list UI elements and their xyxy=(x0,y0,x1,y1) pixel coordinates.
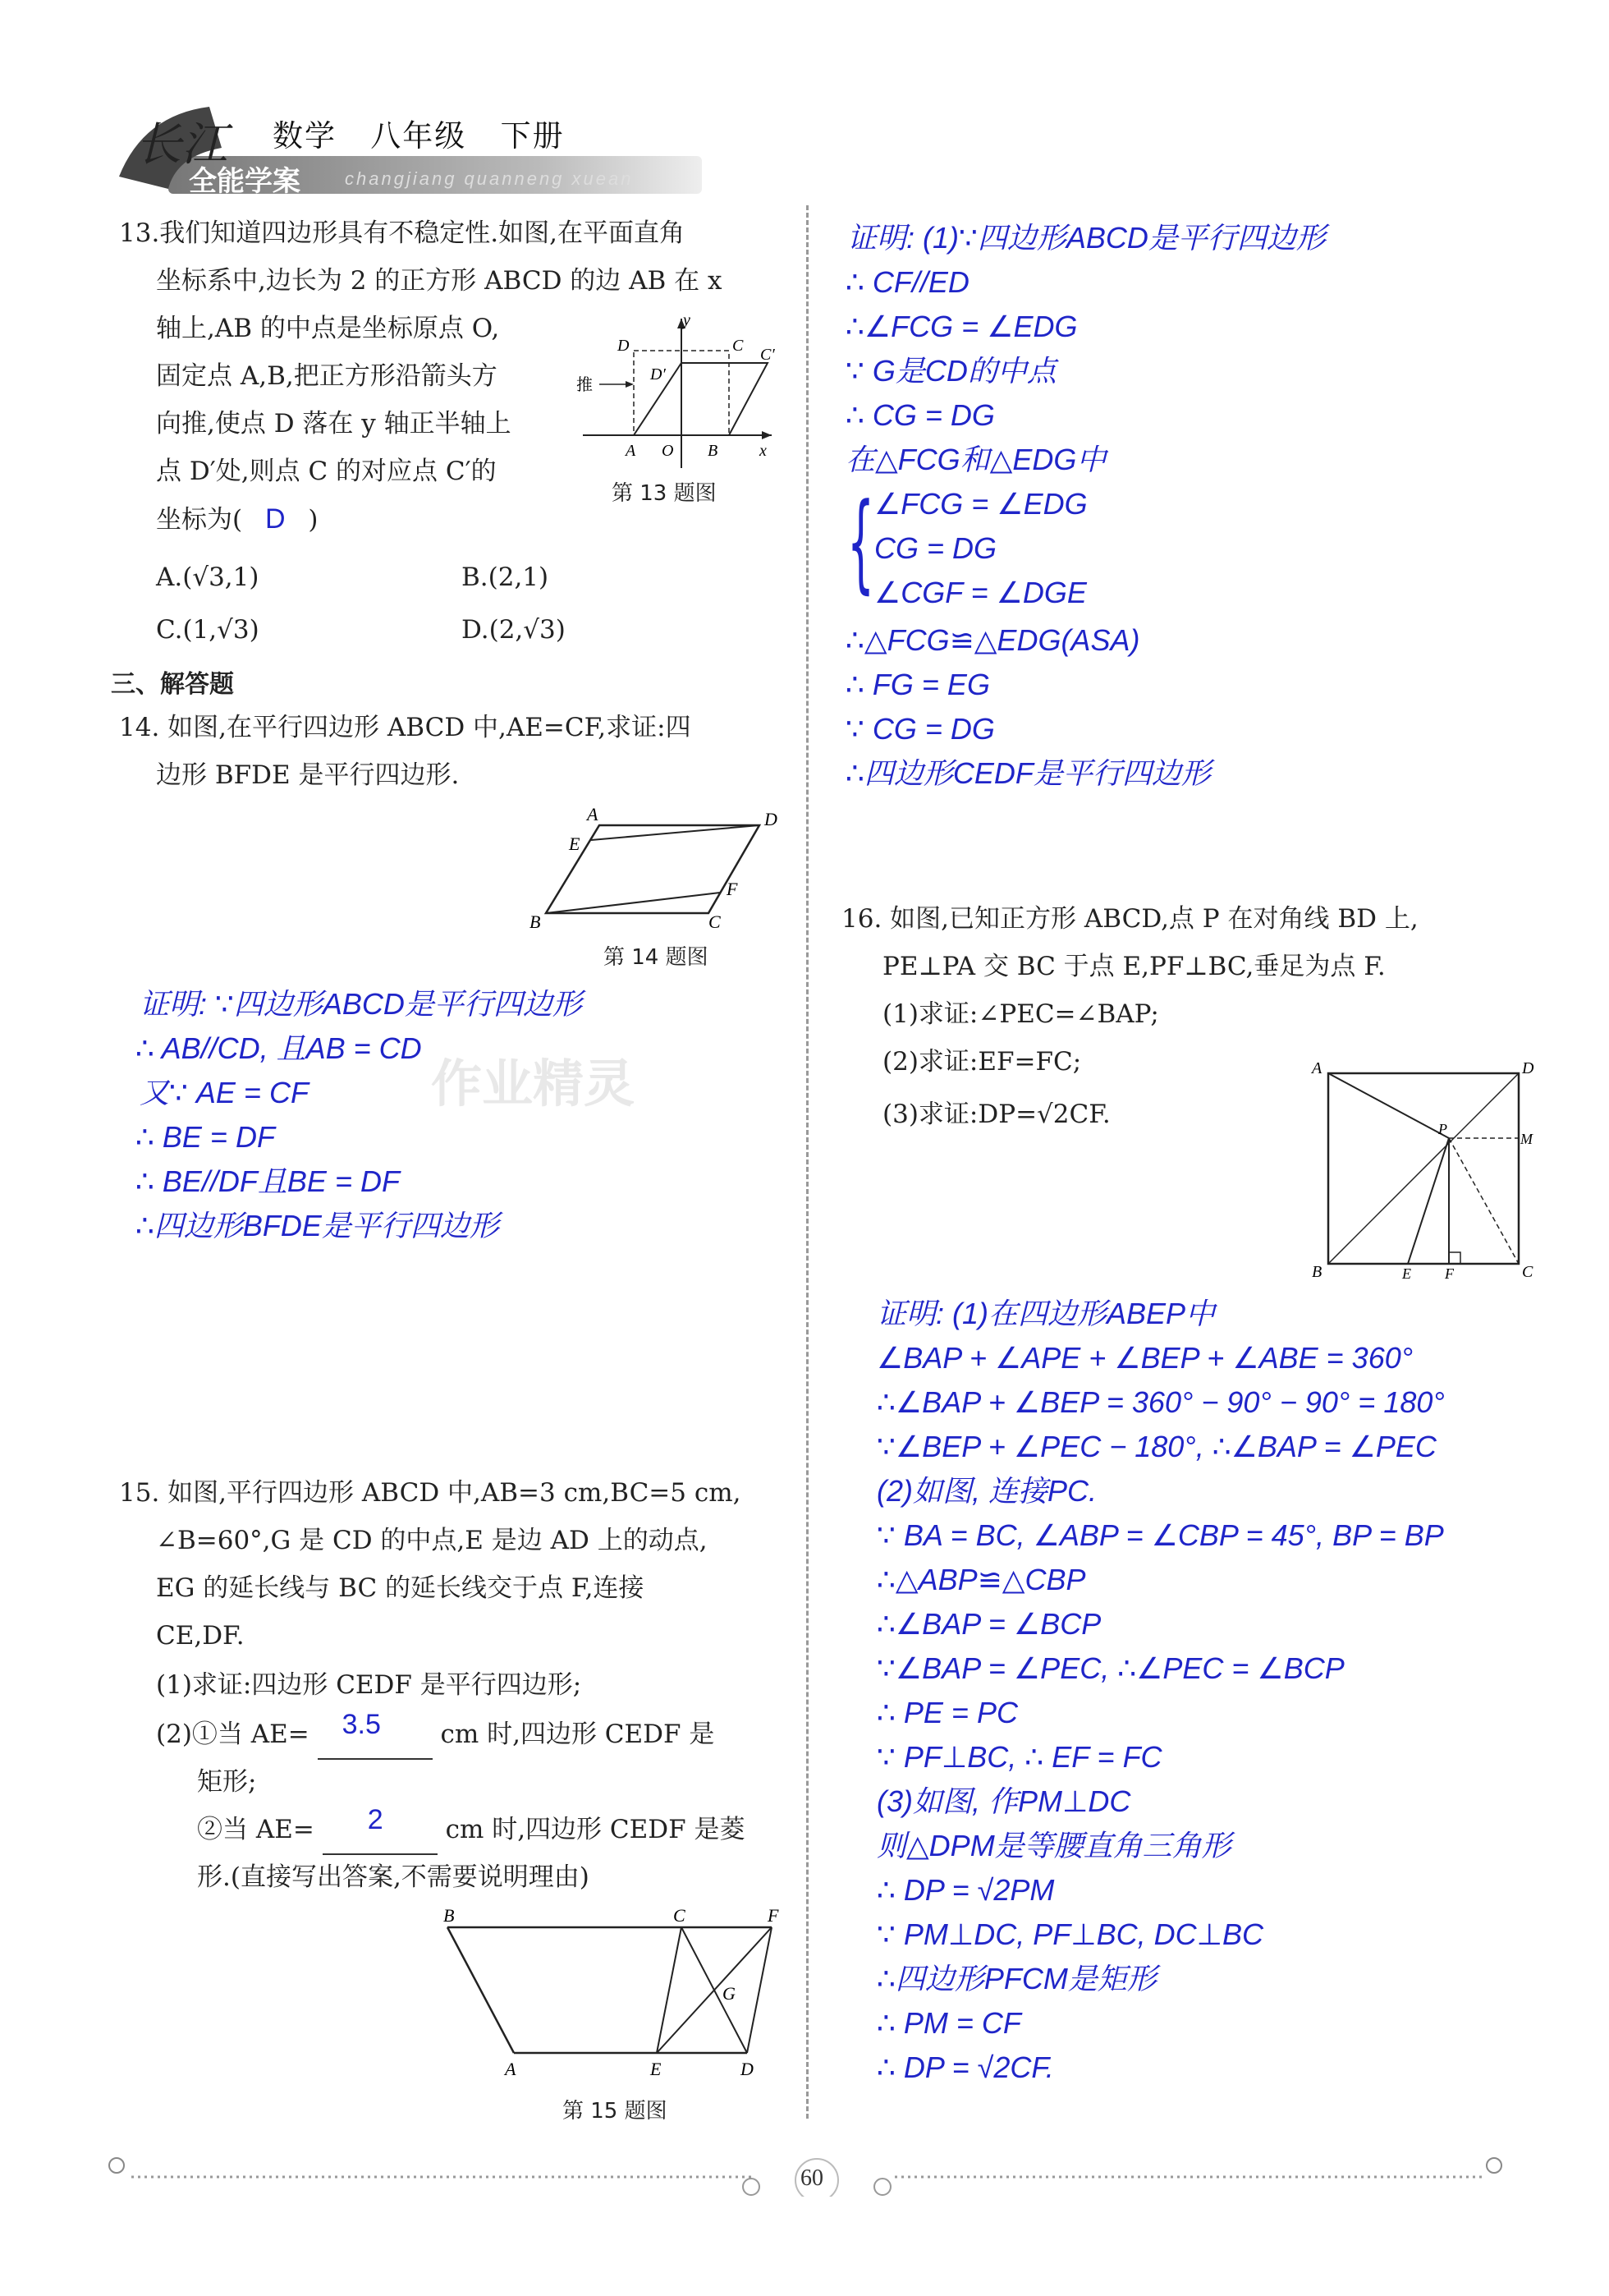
q15-proof-1: 证明: (1)∵四边形ABCD是平行四边形 xyxy=(847,221,1326,255)
fig13-label-x: x xyxy=(759,442,767,460)
q15-answer-2: 2 xyxy=(367,1804,383,1835)
q15-line-1: 15. 如图,平行四边形 ABCD 中,AB=3 cm,BC=5 cm, xyxy=(119,1478,741,1508)
q16-line-3: (1)求证:∠PEC=∠BAP; xyxy=(882,999,1159,1029)
fig16-label-a: A xyxy=(1312,1059,1322,1077)
fig14-label-d: D xyxy=(764,809,777,829)
q15-blank-1 xyxy=(318,1711,433,1760)
q16-proof-2: ∠BAP + ∠APE + ∠BEP + ∠ABE = 360° xyxy=(877,1341,1414,1375)
q16-proof-18: ∴ DP = √2CF. xyxy=(877,2050,1054,2084)
q14-proof-1: 证明: ∵四边形ABCD是平行四边形 xyxy=(140,987,582,1021)
q16-proof-11: ∵ PF⊥BC, ∴ EF = FC xyxy=(877,1740,1162,1774)
q15-line-5: (1)求证:四边形 CEDF 是平行四边形; xyxy=(156,1670,582,1700)
fig15-label-f: F xyxy=(768,1905,779,1926)
q13-option-d: D.(2,√3) xyxy=(461,615,566,645)
q14-figure xyxy=(521,801,792,932)
q15-part3-lead: ②当 AE= xyxy=(197,1815,314,1844)
header-pinyin: changjiang quanneng xuean xyxy=(345,168,634,189)
q15-proof-11: ∴ FG = EG xyxy=(846,668,990,701)
fig13-label-d: D xyxy=(617,337,630,355)
q14-figure-caption: 第 14 题图 xyxy=(603,945,708,970)
q13-line-3: 轴上,AB 的中点是坐标原点 O, xyxy=(156,314,500,343)
q15-figure-caption: 第 15 题图 xyxy=(562,2099,667,2124)
q13-line-4: 固定点 A,B,把正方形沿箭头方 xyxy=(156,361,497,391)
fig14-label-c: C xyxy=(708,912,721,932)
q15-part3-tail: cm 时,四边形 CEDF 是菱 xyxy=(445,1815,745,1844)
fig16-label-f: F xyxy=(1445,1265,1454,1281)
q15-part2-tail: cm 时,四边形 CEDF 是 xyxy=(440,1720,715,1749)
q13-option-b: B.(2,1) xyxy=(461,563,549,592)
q16-proof-17: ∴ PM = CF xyxy=(877,2006,1021,2040)
q16-proof-12: (3)如图, 作PM⊥DC xyxy=(877,1784,1131,1818)
q13-figure xyxy=(575,312,780,472)
q15-line-4: CE,DF. xyxy=(156,1621,245,1651)
q16-proof-13: 则△DPM是等腰直角三角形 xyxy=(877,1829,1231,1862)
q15-proof-10: ∴△FCG≌△EDG(ASA) xyxy=(846,623,1140,657)
fig15-label-b: B xyxy=(443,1905,455,1926)
q15-proof-8: CG = DG xyxy=(874,531,997,565)
fig15-label-a: A xyxy=(505,2059,516,2079)
q16-proof-14: ∴ DP = √2PM xyxy=(877,1873,1055,1907)
watermark: 作业精灵 xyxy=(431,1054,635,1114)
q13-stem-close: ) xyxy=(308,505,319,535)
fig16-label-d: D xyxy=(1522,1059,1534,1077)
fig13-label-dprime: D′ xyxy=(650,365,666,383)
q15-line-9: 形.(直接写出答案,不需要说明理由) xyxy=(197,1862,589,1892)
q14-proof-5: ∴ BE//DF且BE = DF xyxy=(135,1164,400,1198)
q15-line-2: ∠B=60°,G 是 CD 的中点,E 是边 AD 上的动点, xyxy=(156,1526,708,1555)
column-divider xyxy=(806,205,809,2119)
q15-proof-9: ∠CGF = ∠DGE xyxy=(874,576,1087,609)
q15-proof-13: ∴四边形CEDF是平行四边形 xyxy=(846,756,1211,790)
fig13-label-cprime: C′ xyxy=(760,346,775,364)
q16-proof-3: ∴∠BAP + ∠BEP = 360° − 90° − 90° = 180° xyxy=(877,1385,1445,1419)
fig13-label-o: O xyxy=(662,442,674,460)
q16-proof-5: (2)如图, 连接PC. xyxy=(877,1474,1098,1508)
fig14-label-e: E xyxy=(569,833,580,854)
fig16-label-b: B xyxy=(1312,1263,1322,1281)
q13-line-1: 13.我们知道四边形具有不稳定性.如图,在平面直角 xyxy=(119,218,685,248)
q15-proof-6: 在△FCG和△EDG中 xyxy=(846,443,1107,476)
fig15-label-g: G xyxy=(722,1983,736,2004)
q15-proof-4: ∵ G是CD的中点 xyxy=(846,354,1057,388)
header-title: 数学 八年级 下册 xyxy=(273,118,565,154)
fig14-label-b: B xyxy=(529,912,541,932)
q16-line-1: 16. 如图,已知正方形 ABCD,点 P 在对角线 BD 上, xyxy=(841,904,1419,934)
q13-figure-caption: 第 13 题图 xyxy=(612,481,717,506)
q14-proof-6: ∴四边形BFDE是平行四边形 xyxy=(135,1209,499,1242)
fig14-label-a: A xyxy=(587,804,598,824)
fig15-label-e: E xyxy=(650,2059,662,2079)
q15-line-6 xyxy=(156,1711,714,1760)
q14-proof-3: 又∵ AE = CF xyxy=(140,1076,309,1109)
q13-line-2: 坐标系中,边长为 2 的正方形 ABCD 的边 AB 在 x xyxy=(156,266,722,296)
q16-proof-9: ∵∠BAP = ∠PEC, ∴∠PEC = ∠BCP xyxy=(877,1651,1345,1685)
q15-proof-5: ∴ CG = DG xyxy=(846,398,995,432)
q13-option-a: A.(√3,1) xyxy=(156,563,259,592)
q15-proof-7: ∠FCG = ∠EDG xyxy=(874,487,1088,521)
q15-proof-3: ∴∠FCG = ∠EDG xyxy=(846,310,1078,343)
fig15-label-c: C xyxy=(673,1905,685,1926)
q15-figure xyxy=(435,1901,796,2098)
q15-proof-2: ∴ CF//ED xyxy=(846,265,970,299)
q15-line-8 xyxy=(197,1806,745,1855)
q16-proof-7: ∴△ABP≌△CBP xyxy=(877,1563,1086,1596)
q14-proof-4: ∴ BE = DF xyxy=(135,1120,275,1154)
q13-line-7 xyxy=(156,495,319,544)
section-title: 三、解答题 xyxy=(111,670,234,699)
brand-sub-text: 全能学案 xyxy=(189,165,300,198)
page-number: 60 xyxy=(800,2165,823,2191)
q16-proof-10: ∴ PE = PC xyxy=(877,1696,1018,1729)
fig16-label-c: C xyxy=(1522,1263,1533,1281)
q13-line-5: 向推,使点 D 落在 y 轴正半轴上 xyxy=(156,409,511,439)
q15-part2-lead: (2)①当 AE= xyxy=(156,1720,309,1749)
brand-logo-text: 长江 xyxy=(135,120,227,171)
q13-line-6: 点 D′处,则点 C 的对应点 C′的 xyxy=(156,457,497,486)
q16-line-5: (3)求证:DP=√2CF. xyxy=(882,1100,1111,1129)
q16-proof-6: ∵ BA = BC, ∠ABP = ∠CBP = 45°, BP = BP xyxy=(877,1518,1444,1552)
q13-stem-end: 坐标为( xyxy=(156,505,243,535)
fig16-label-e: E xyxy=(1402,1265,1411,1281)
fig13-label-c: C xyxy=(732,337,744,355)
fig13-label-a: A xyxy=(626,442,636,460)
fig15-label-d: D xyxy=(740,2059,754,2079)
q15-answer-1: 3.5 xyxy=(342,1709,381,1740)
fig16-label-m: M xyxy=(1520,1131,1533,1147)
fig14-label-f: F xyxy=(727,879,738,899)
q16-line-4: (2)求证:EF=FC; xyxy=(882,1047,1082,1077)
q16-line-2: PE⊥PA 交 BC 于点 E,PF⊥BC,垂足为点 F. xyxy=(882,952,1386,981)
page-footer xyxy=(99,2147,1510,2197)
q14-proof-2: ∴ AB//CD, 且AB = CD xyxy=(135,1031,422,1065)
q16-figure xyxy=(1305,1055,1535,1281)
q14-line-2: 边形 BFDE 是平行四边形. xyxy=(156,760,460,790)
q15-brace: { xyxy=(847,480,875,604)
q16-proof-15: ∵ PM⊥DC, PF⊥BC, DC⊥BC xyxy=(877,1917,1264,1951)
q15-proof-12: ∵ CG = DG xyxy=(846,712,995,746)
q16-proof-16: ∴四边形PFCM是矩形 xyxy=(877,1962,1157,1995)
fig13-label-b: B xyxy=(708,442,718,460)
q15-line-3: EG 的延长线与 BC 的延长线交于点 F,连接 xyxy=(156,1573,644,1603)
q15-blank-2 xyxy=(323,1806,438,1855)
q13-answer: D xyxy=(264,503,286,535)
q16-proof-1: 证明: (1)在四边形ABEP中 xyxy=(877,1297,1216,1330)
q15-line-7: 矩形; xyxy=(197,1767,257,1797)
q13-option-c: C.(1,√3) xyxy=(156,615,259,645)
q14-line-1: 14. 如图,在平行四边形 ABCD 中,AE=CF,求证:四 xyxy=(119,713,691,742)
fig16-label-p: P xyxy=(1438,1121,1447,1137)
fig13-label-push: 推 xyxy=(576,374,593,394)
fig13-label-y: y xyxy=(683,312,690,329)
q16-proof-4: ∵∠BEP + ∠PEC − 180°, ∴∠BAP = ∠PEC xyxy=(877,1430,1437,1463)
q16-proof-8: ∴∠BAP = ∠BCP xyxy=(877,1607,1102,1641)
